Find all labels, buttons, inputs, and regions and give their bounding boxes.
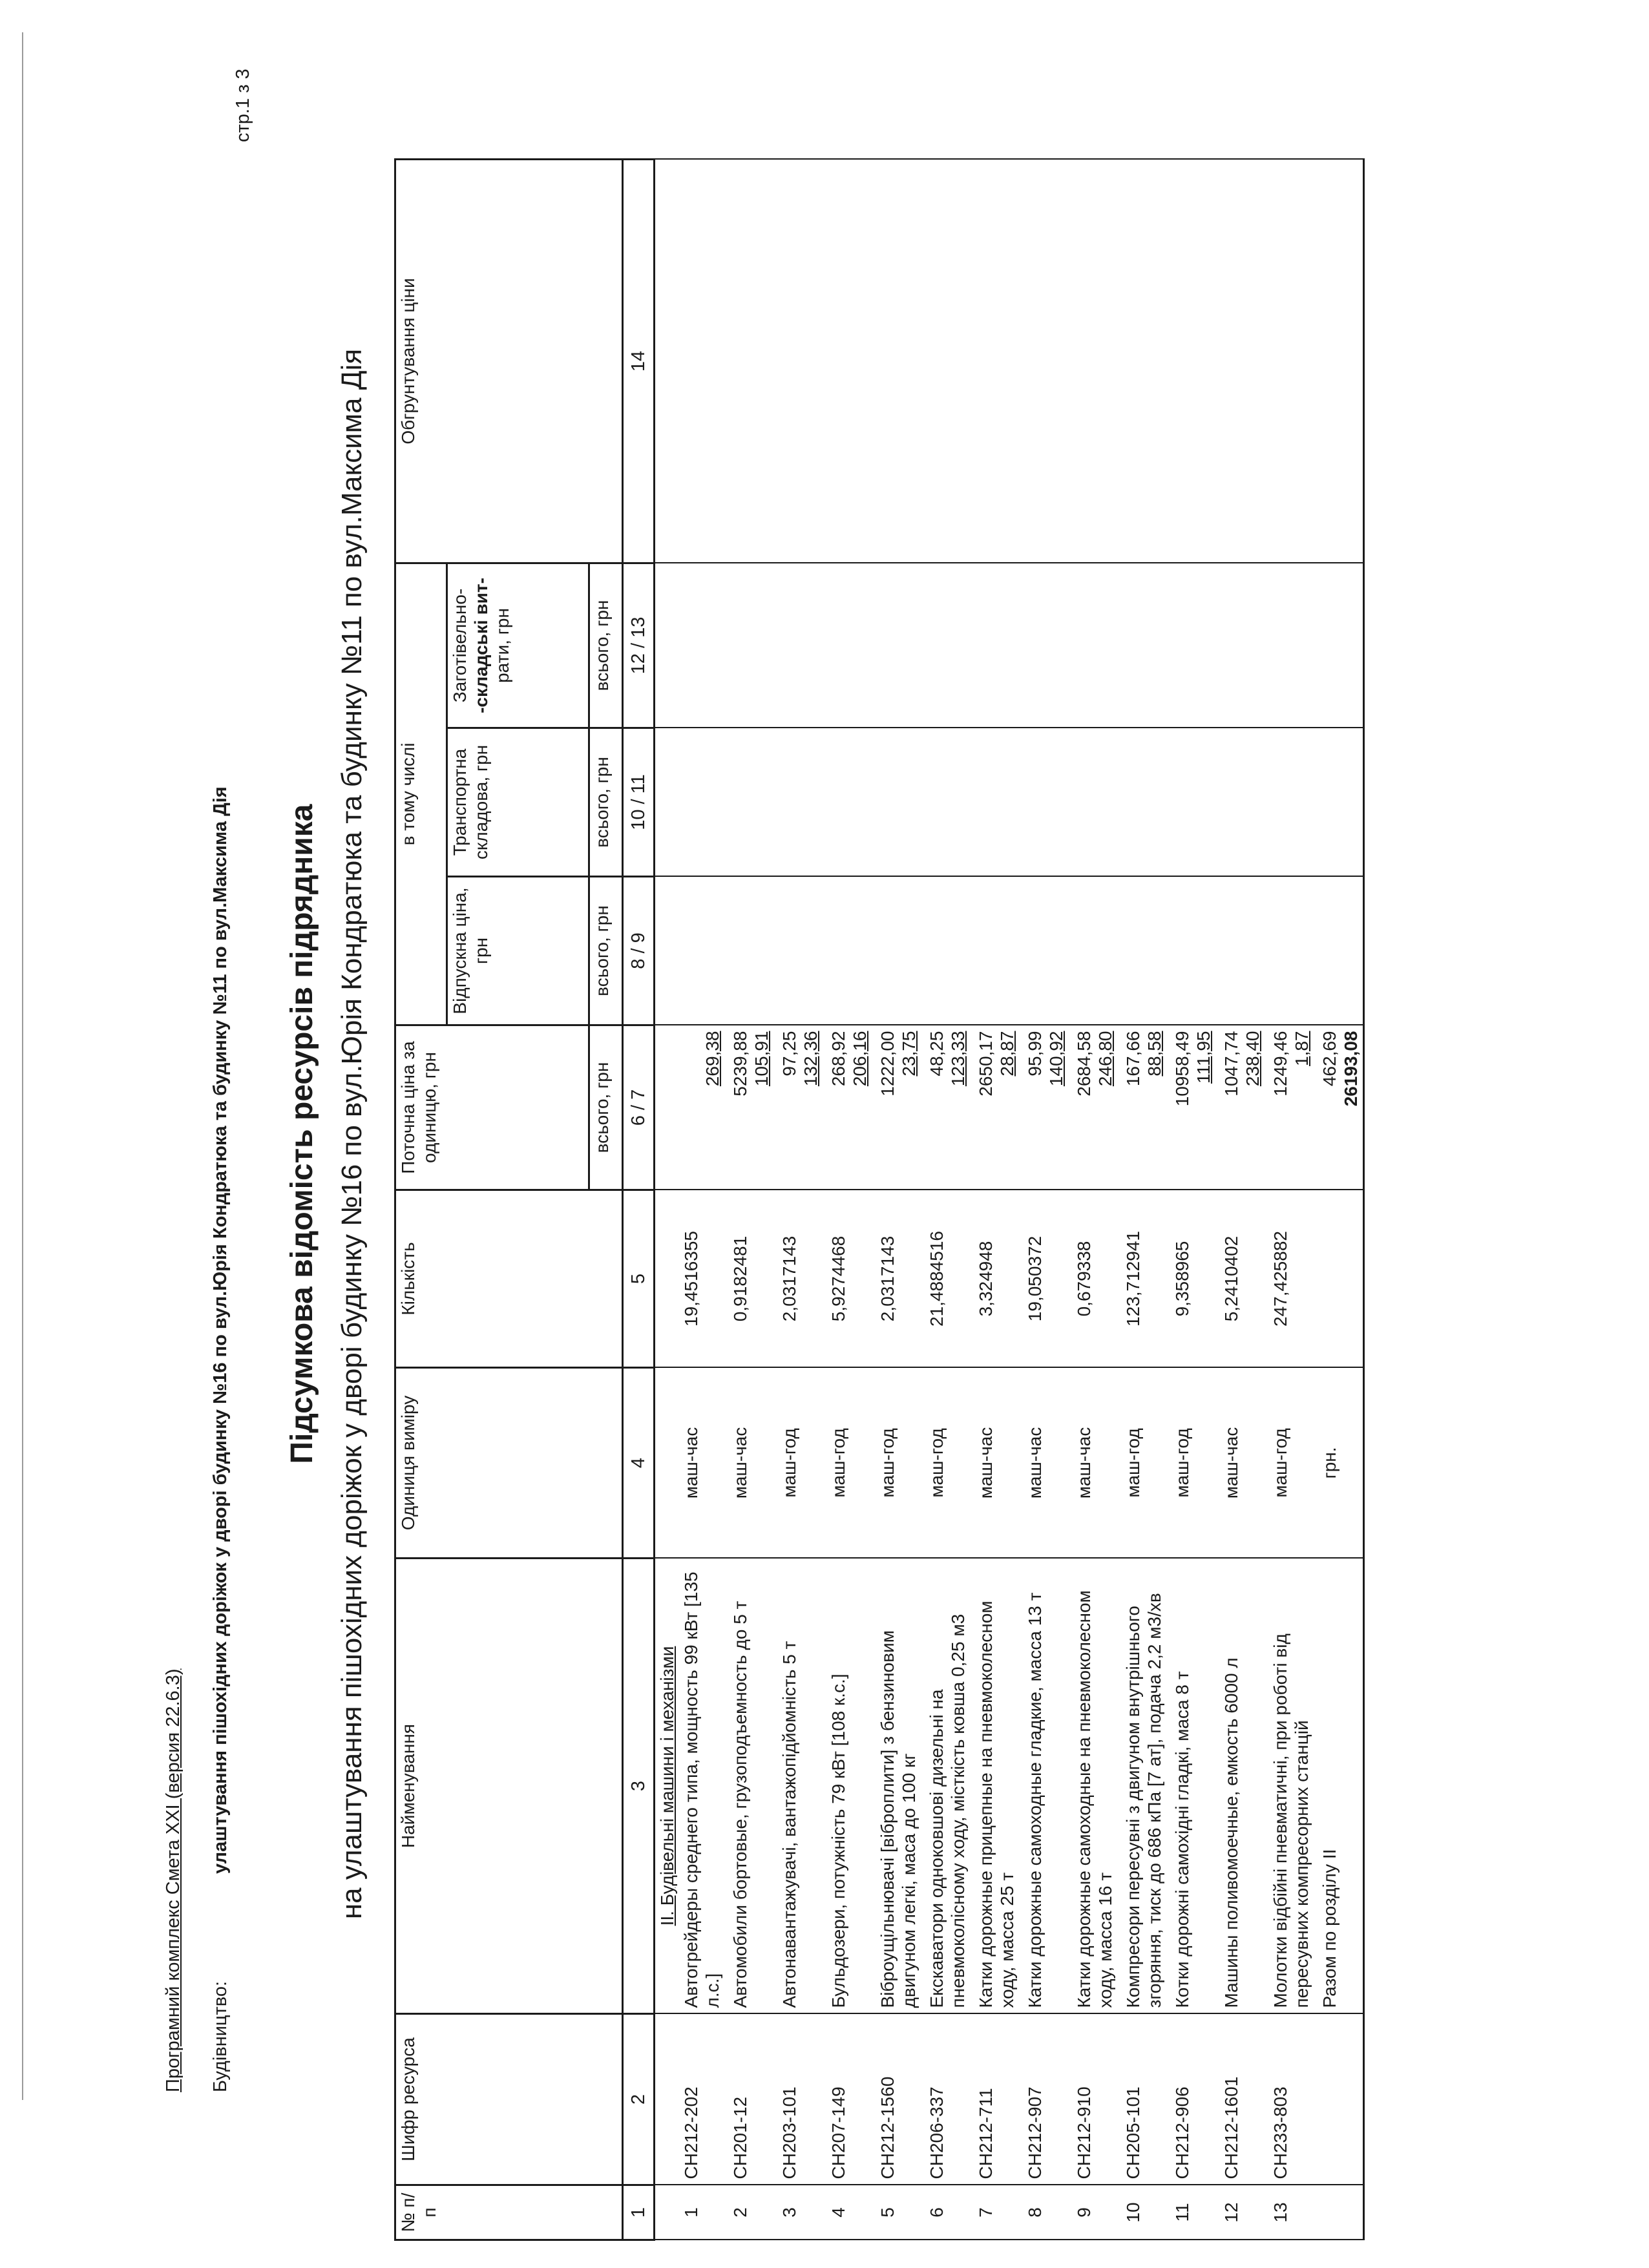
price-value-underlined: 28,87 — [997, 1031, 1018, 1076]
blank-margin — [1023, 66, 1072, 159]
col-number: 12 / 13 — [623, 563, 655, 728]
blank-margin — [826, 66, 876, 159]
resource-code: СН207-149 — [826, 2014, 876, 2185]
empty-cell — [728, 563, 777, 728]
blank-margin — [679, 66, 728, 159]
empty-cell — [876, 728, 925, 877]
price-value: 167,66 — [1123, 1031, 1144, 1087]
blank-margin — [1121, 66, 1170, 159]
resource-quantity: 3,324948 — [974, 1190, 1023, 1368]
empty-cell — [1072, 159, 1121, 563]
total-subheader: всього, грн — [589, 728, 623, 877]
empty-cell — [728, 728, 777, 877]
resource-unit: маш-час — [1023, 1368, 1072, 1559]
resource-unit: маш-год — [1170, 1368, 1219, 1559]
price-value-underlined: 246,80 — [1095, 1031, 1116, 1087]
empty-cell — [1023, 563, 1072, 728]
empty-cell — [876, 563, 925, 728]
page-subtitle: на улаштування пішохідних доріжок у дворі будинку №16 по вул.Юрія Кондратюка та будинку №11 по вул.Максима Дія — [336, 348, 368, 1920]
empty-cell — [1023, 877, 1072, 1025]
empty-cell — [876, 877, 925, 1025]
empty-cell — [1121, 563, 1170, 728]
empty-cell — [1318, 728, 1364, 877]
resource-quantity: 2,0317143 — [777, 1190, 826, 1368]
row-number: 2 — [728, 2185, 777, 2240]
resource-quantity: 5,9274468 — [826, 1190, 876, 1368]
price-value: 2650,17 — [976, 1031, 996, 1097]
empty-cell — [826, 728, 876, 877]
table-row — [1072, 66, 1121, 2240]
price-value-underlined: 140,92 — [1046, 1031, 1067, 1087]
empty-cell — [1023, 159, 1072, 563]
empty-cell — [1072, 877, 1121, 1025]
empty-cell — [777, 877, 826, 1025]
resource-unit: маш-час — [679, 1368, 728, 1559]
unit-price-cell — [1121, 1025, 1170, 1190]
empty-cell — [1121, 728, 1170, 877]
row-number: 4 — [826, 2185, 876, 2240]
col-number: 3 — [623, 1559, 655, 2014]
col-number: 6 / 7 — [623, 1025, 655, 1190]
row-number: 11 — [1170, 2185, 1219, 2240]
resource-unit: маш-год — [876, 1368, 925, 1559]
section-title: II. Будівельні машини і механізми — [655, 1559, 680, 2014]
table-row — [1268, 66, 1318, 2240]
empty-cell — [1219, 877, 1268, 1025]
price-value: 1222,00 — [877, 1031, 898, 1097]
empty-cell — [1318, 1190, 1364, 1368]
price-value: 10958,49 — [1172, 1031, 1193, 1107]
empty-cell — [679, 563, 728, 728]
empty-cell — [925, 159, 974, 563]
blank-margin — [1072, 66, 1121, 159]
blank-margin — [974, 66, 1023, 159]
empty-cell — [925, 728, 974, 877]
price-value-underlined: 105,91 — [751, 1031, 772, 1087]
price-value-underlined: 1,87 — [1292, 1031, 1312, 1066]
resource-quantity: 0,9182481 — [728, 1190, 777, 1368]
construction-name: улаштування пішохідних доріжок у дворі будинку №16 по вул.Юрія Кондратюка та будинку №11 по вул.Максима Дія — [210, 786, 231, 1874]
price-value-underlined: 123,33 — [948, 1031, 969, 1087]
empty-cell — [1072, 563, 1121, 728]
resource-code: СН203-101 — [777, 2014, 826, 2185]
table-row — [679, 66, 728, 2240]
empty-cell — [1121, 159, 1170, 563]
col-qty-header: Кількість — [395, 1190, 623, 1368]
total-label: Разом по розділу II — [1318, 1559, 1364, 2014]
empty-cell — [1219, 159, 1268, 563]
empty-cell — [679, 728, 728, 877]
unit-price-cell — [1072, 1025, 1121, 1190]
col-unit-header: Одиниця виміру — [395, 1368, 623, 1559]
empty-cell — [777, 159, 826, 563]
empty-cell — [777, 563, 826, 728]
total-subheader: всього, грн — [589, 1025, 623, 1190]
empty-cell — [826, 159, 876, 563]
empty-cell — [826, 877, 876, 1025]
price-value-underlined: 269,38 — [702, 1031, 723, 1087]
storage-header-line2: -складські вит- — [471, 578, 492, 713]
table-row — [974, 66, 1023, 2240]
col-number: 8 / 9 — [623, 877, 655, 1025]
resource-code: СН212-202 — [679, 2014, 728, 2185]
empty-cell — [826, 563, 876, 728]
col-transport-header: Транспортна складова, грн — [447, 728, 589, 877]
resource-code: СН212-1601 — [1219, 2014, 1268, 2185]
resource-quantity: 5,2410402 — [1219, 1190, 1268, 1368]
storage-header-line1: Заготівельно- — [450, 588, 470, 703]
row-number: 6 — [925, 2185, 974, 2240]
unit-price-cell — [1023, 1025, 1072, 1190]
price-value-underlined: 23,75 — [899, 1031, 919, 1076]
empty-cell — [974, 563, 1023, 728]
resource-unit: маш-час — [1072, 1368, 1121, 1559]
total-unit: грн. — [1318, 1368, 1364, 1559]
tail-price-value: 462,69 — [1319, 1031, 1340, 1087]
unit-price-cell — [777, 1025, 826, 1190]
resource-code: СН212-711 — [974, 2014, 1023, 2185]
empty-cell — [679, 159, 728, 563]
empty-cell — [1170, 728, 1219, 877]
col-price-header: Поточна ціна за одиницю, грн — [395, 1025, 589, 1190]
empty-cell — [1318, 563, 1364, 728]
scan-top-edge — [22, 32, 23, 2100]
empty-cell — [974, 728, 1023, 877]
col-release-header: Відпускна ціна, грн — [447, 877, 589, 1025]
col-number: 10 / 11 — [623, 728, 655, 877]
row-number: 8 — [1023, 2185, 1072, 2240]
unit-price-cell — [876, 1025, 925, 1190]
empty-cell — [925, 877, 974, 1025]
unit-price-cell — [1219, 1025, 1268, 1190]
resources-table-body — [655, 66, 1364, 2240]
price-value-underlined: 111,95 — [1193, 1031, 1214, 1084]
row-number: 7 — [974, 2185, 1023, 2240]
col-code-header: Шифр ресурса — [395, 2014, 623, 2185]
resource-name: Котки дорожні самохідні гладкі, маса 8 т — [1170, 1559, 1219, 2014]
total-subheader: всього, грн — [589, 563, 623, 728]
row-number: 9 — [1072, 2185, 1121, 2240]
resource-code: СН206-337 — [925, 2014, 974, 2185]
empty-cell — [1170, 563, 1219, 728]
row-number: 1 — [679, 2185, 728, 2240]
blank-margin — [925, 66, 974, 159]
col-justification-header: Обгрунтування ціни — [395, 159, 623, 563]
unit-price-cell — [679, 1025, 728, 1190]
page-title: Підсумкова відомість ресурсів підрядника — [285, 804, 319, 1464]
resource-name: Бульдозери, потужність 79 кВт [108 к.с.] — [826, 1559, 876, 2014]
blank-margin — [1170, 66, 1219, 159]
resource-name: Катки дорожные прицепные на пневмоколесном ходу, масса 25 т — [974, 1559, 1023, 2014]
resource-code: СН212-907 — [1023, 2014, 1072, 2185]
price-value: 1249,46 — [1270, 1031, 1291, 1097]
col-number: 4 — [623, 1368, 655, 1559]
blank-margin — [876, 66, 925, 159]
total-price-cell — [1318, 1025, 1364, 1190]
empty-cell — [1170, 877, 1219, 1025]
storage-header-line3: рати, грн — [492, 608, 513, 683]
empty-cell — [974, 877, 1023, 1025]
price-value: 2684,58 — [1074, 1031, 1095, 1097]
resource-name: Автогрейдеры среднего типа, мощность 99 кВт [135 л.с.] — [679, 1559, 728, 2014]
table-row — [1023, 66, 1072, 2240]
resource-unit: маш-год — [777, 1368, 826, 1559]
empty-cell — [679, 877, 728, 1025]
resource-unit: маш-час — [1219, 1368, 1268, 1559]
resource-quantity: 247,425882 — [1268, 1190, 1318, 1368]
resource-unit: маш-год — [1268, 1368, 1318, 1559]
empty-cell — [1072, 728, 1121, 877]
empty-cell — [1318, 159, 1364, 563]
empty-cell — [1121, 877, 1170, 1025]
row-number: 5 — [876, 2185, 925, 2240]
col-number: 1 — [623, 2185, 655, 2240]
empty-cell — [1318, 2014, 1364, 2185]
resource-code: СН205-101 — [1121, 2014, 1170, 2185]
resource-quantity: 0,679338 — [1072, 1190, 1121, 1368]
table-row — [876, 66, 925, 2240]
empty-cell — [1268, 877, 1318, 1025]
price-value: 268,92 — [828, 1031, 849, 1087]
resource-code: СН212-906 — [1170, 2014, 1219, 2185]
unit-price-cell — [1170, 1025, 1219, 1190]
empty-cell — [777, 728, 826, 877]
resource-quantity: 19,050372 — [1023, 1190, 1072, 1368]
unit-price-cell — [1268, 1025, 1318, 1190]
resource-name: Віброущільнювачі [віброплити] з бензиновим двигуном легкі, маса до 100 кг — [876, 1559, 925, 2014]
resource-unit: маш-час — [974, 1368, 1023, 1559]
blank-margin — [1268, 66, 1318, 159]
col-number: 14 — [623, 159, 655, 563]
empty-cell — [1268, 159, 1318, 563]
section-row — [655, 66, 680, 2240]
resource-name: Молотки відбійні пневматичні, при роботі від пересувних компресорних станцій — [1268, 1559, 1318, 2014]
unit-price-cell — [826, 1025, 876, 1190]
resource-code: СН212-1560 — [876, 2014, 925, 2185]
empty-cell — [1318, 2185, 1364, 2240]
table-row — [1219, 66, 1268, 2240]
table-row — [1121, 66, 1170, 2240]
software-label: Програмний комплекс Смета ХХІ (версия 22.6.3) — [163, 1668, 184, 2092]
blank-margin — [623, 66, 655, 159]
resource-unit: маш-год — [1121, 1368, 1170, 1559]
empty-cell — [876, 159, 925, 563]
empty-cell — [1268, 563, 1318, 728]
unit-price-cell — [728, 1025, 777, 1190]
row-number: 3 — [777, 2185, 826, 2240]
empty-cell — [1170, 159, 1219, 563]
resource-name: Автонавантажувачі, вантажопідйомність 5 т — [777, 1559, 826, 2014]
col-name-header: Найменування — [395, 1559, 623, 2014]
empty-cell — [925, 563, 974, 728]
price-value: 95,99 — [1025, 1031, 1045, 1076]
resource-name: Машины поливомоечные, емкость 6000 л — [1219, 1559, 1268, 2014]
price-value — [680, 1031, 702, 1184]
empty-cell — [1219, 728, 1268, 877]
col-storage-header — [447, 563, 589, 728]
row-number: 13 — [1268, 2185, 1318, 2240]
empty-cell — [1318, 877, 1364, 1025]
price-value-underlined: 88,58 — [1144, 1031, 1165, 1076]
resource-name: Катки дорожные самоходные на пневмоколесном ходу, масса 16 т — [1072, 1559, 1121, 2014]
resource-unit: маш-час — [728, 1368, 777, 1559]
resource-quantity: 19,4516355 — [679, 1190, 728, 1368]
resource-code: СН201-12 — [728, 2014, 777, 2185]
total-row — [1318, 66, 1364, 2240]
empty-cell — [1219, 563, 1268, 728]
section-total-value: 26193,08 — [1341, 1031, 1361, 1107]
unit-price-cell — [925, 1025, 974, 1190]
resource-unit: маш-год — [925, 1368, 974, 1559]
row-number: 12 — [1219, 2185, 1268, 2240]
unit-price-cell — [974, 1025, 1023, 1190]
resource-quantity: 2,0317143 — [876, 1190, 925, 1368]
resource-unit: маш-год — [826, 1368, 876, 1559]
table-row — [1170, 66, 1219, 2240]
price-value: 5239,88 — [730, 1031, 751, 1097]
empty-cell — [728, 877, 777, 1025]
resource-code: СН233-803 — [1268, 2014, 1318, 2185]
resource-quantity: 21,4884516 — [925, 1190, 974, 1368]
construction-label: Будівництво: — [210, 1980, 231, 2092]
empty-cell — [974, 159, 1023, 563]
resource-name: Катки дорожные самоходные гладкие, масса 13 т — [1023, 1559, 1072, 2014]
resource-code: СН212-910 — [1072, 2014, 1121, 2185]
col-number: 2 — [623, 2014, 655, 2185]
price-value-underlined: 132,36 — [801, 1031, 821, 1087]
price-value: 1047,74 — [1221, 1031, 1242, 1097]
empty-cell — [1268, 728, 1318, 877]
blank-margin — [777, 66, 826, 159]
total-subheader: всього, грн — [589, 877, 623, 1025]
table-row — [777, 66, 826, 2240]
table-row — [925, 66, 974, 2240]
resources-table — [394, 66, 1365, 2241]
resource-name: Автомобили бортовые, грузоподъемность до 5 т — [728, 1559, 777, 2014]
blank-margin — [1219, 66, 1268, 159]
blank-margin — [728, 66, 777, 159]
empty-cell — [1023, 728, 1072, 877]
table-row — [728, 66, 777, 2240]
resource-name: Компресори пересувні з двигуном внутрішнього згоряння, тиск до 686 кПа [7 ат], подача 2,2 м3/хв — [1121, 1559, 1170, 2014]
price-value-underlined: 238,40 — [1243, 1031, 1263, 1087]
resource-quantity: 123,712941 — [1121, 1190, 1170, 1368]
col-no-header: № п/п — [395, 2185, 623, 2240]
price-value: 48,25 — [927, 1031, 947, 1076]
row-number: 10 — [1121, 2185, 1170, 2240]
resource-name: Екскаватори одноковшові дизельні на пневмоколісному ходу, місткість ковша 0,25 м3 — [925, 1559, 974, 2014]
col-incl-header: в тому числі — [395, 563, 447, 1025]
blank-margin — [395, 66, 623, 159]
price-value-underlined: 206,16 — [850, 1031, 870, 1087]
price-value: 97,25 — [779, 1031, 800, 1076]
col-number: 5 — [623, 1190, 655, 1368]
table-row — [826, 66, 876, 2240]
resource-quantity: 9,358965 — [1170, 1190, 1219, 1368]
empty-cell — [728, 159, 777, 563]
blank-margin — [1318, 66, 1364, 159]
page-number: стр.1 з 3 — [233, 68, 253, 142]
